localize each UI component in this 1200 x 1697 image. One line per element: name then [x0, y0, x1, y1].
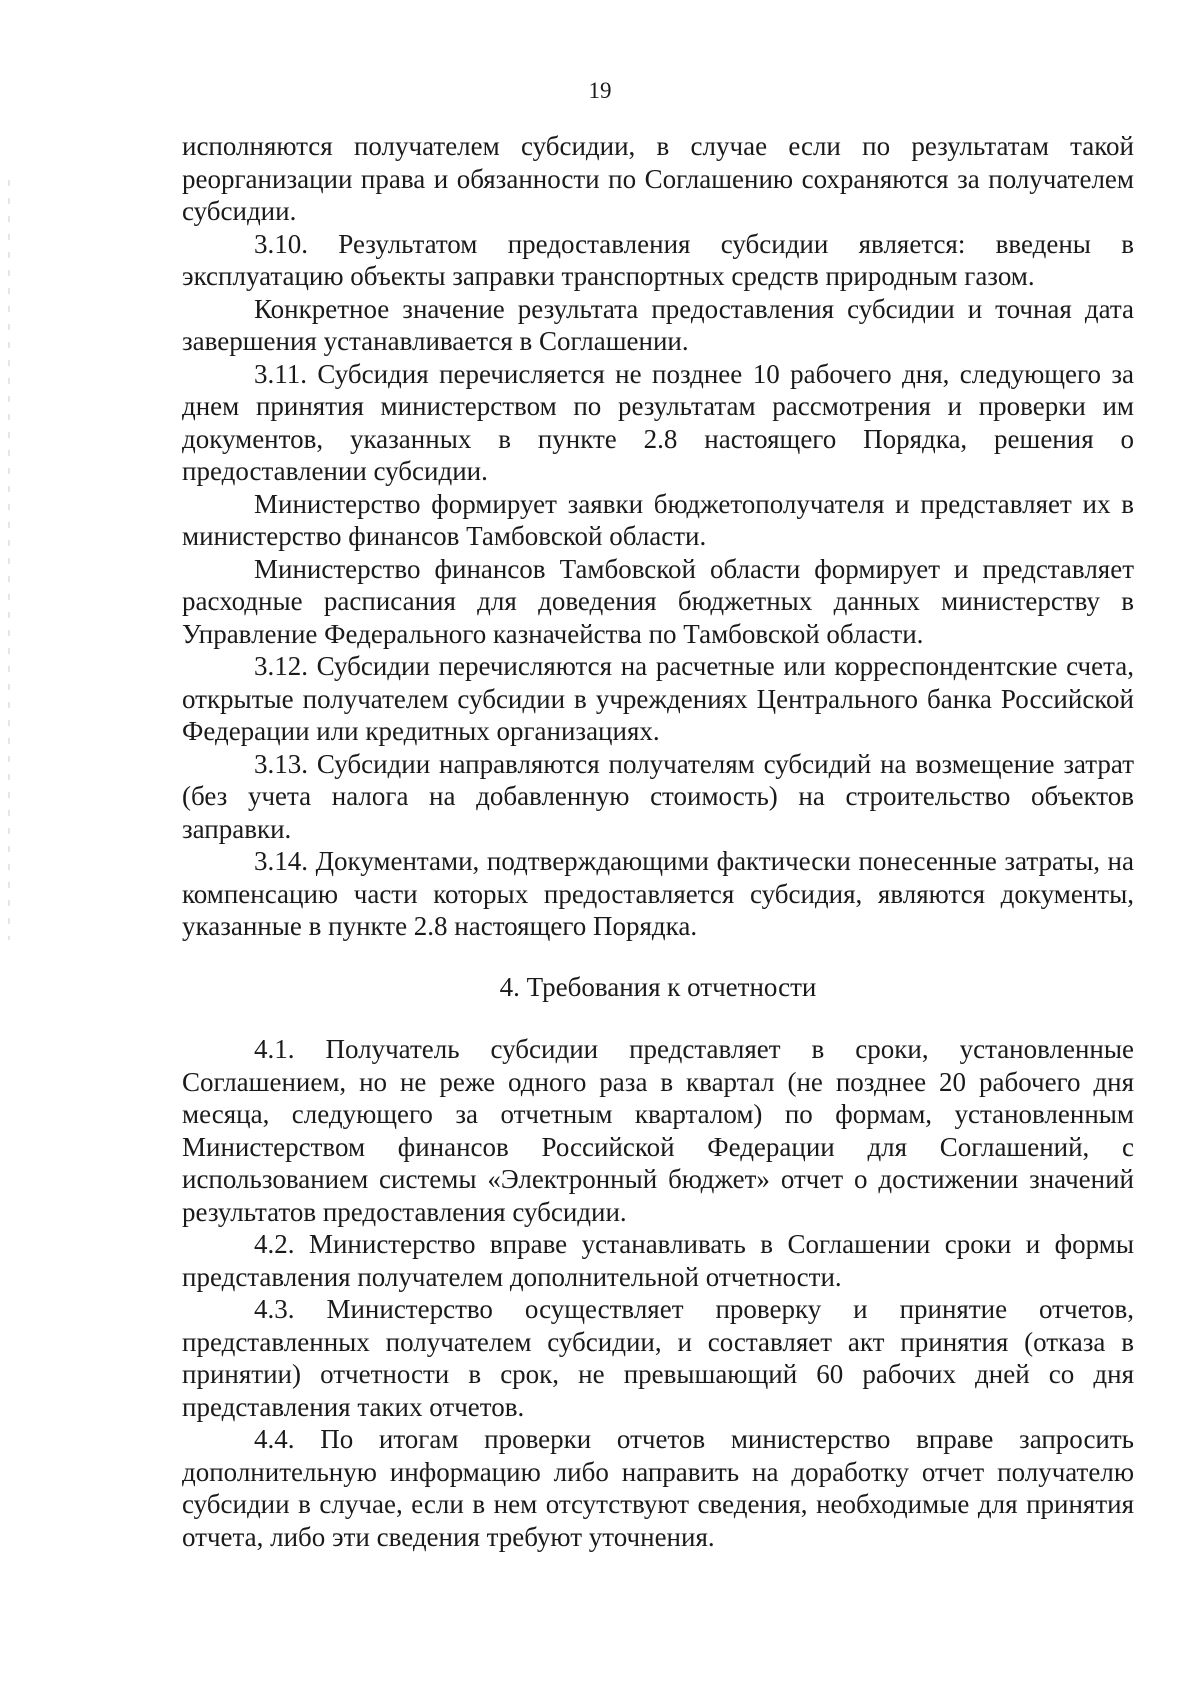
- paragraph: 4.2. Министерство вправе устанавливать в Соглашении сроки и формы представления получателем дополнительной отчетности.: [182, 1229, 1134, 1292]
- section-heading: 4. Требования к отчетности: [499, 971, 817, 1002]
- paragraph: 3.12. Субсидии перечисляются на расчетные или корреспондентские счета, открытые получателем субсидии в учреждениях Центрального банка Российской Федерации или кредитных организациях.: [182, 651, 1134, 746]
- section-4: [182, 1033, 1134, 1553]
- scan-edge-artifact: [8, 180, 10, 940]
- paragraph: 3.14. Документами, подтверждающими фактически понесенные затраты, на компенсацию части которых предоставляется субсидия, являются документы, указанные в пункте 2.8 настоящего Порядка.: [182, 846, 1134, 941]
- paragraph: 4.1. Получатель субсидии представляет в сроки, установленные Соглашением, но не реже одного раза в квартал (не позднее 20 рабочего дня месяца, следующего за отчетным кварталом) по формам, установленным Министерством финансов Российской Федерации для Соглашений, с использованием системы «Электронный бюджет» отчет о достижении значений результатов предоставления субсидии.: [182, 1034, 1134, 1227]
- section-3-continuation: [182, 130, 1134, 943]
- page-number: 19: [588, 78, 612, 103]
- paragraph: 3.13. Субсидии направляются получателям субсидий на возмещение затрат (без учета налога на добавленную стоимость) на строительство объектов заправки.: [182, 748, 1134, 844]
- paragraph: 3.10. Результатом предоставления субсидии является: введены в эксплуатацию объекты заправки транспортных средств природным газом.: [182, 228, 1134, 291]
- document-body: [182, 130, 1134, 1553]
- paragraph: 4.4. По итогам проверки отчетов министерство вправе запросить дополнительную информацию либо направить на доработку отчет получателю субсидии в случае, если в нем отсутствуют сведения, необходимые для принятия отчета, либо эти сведения требуют уточнения.: [182, 1424, 1134, 1552]
- paragraph: 4.3. Министерство осуществляет проверку и принятие отчетов, представленных получателем субсидии, и составляет акт принятия (отказа в принятии) отчетности в срок, не превышающий 60 рабочих дней со дня представления таких отчетов.: [182, 1294, 1134, 1422]
- paragraph: Министерство финансов Тамбовской области формирует и представляет расходные расписания для доведения бюджетных данных министерству в Управление Федерального казначейства по Тамбовской области.: [182, 553, 1134, 649]
- paragraph: исполняются получателем субсидии, в случае если по результатам такой реорганизации права и обязанности по Соглашению сохраняются за получателем субсидии.: [182, 131, 1134, 226]
- paragraph: Министерство формирует заявки бюджетополучателя и представляет их в министерство финансов Тамбовской области.: [182, 488, 1134, 551]
- paragraph: Конкретное значение результата предоставления субсидии и точная дата завершения устанавливается в Соглашении.: [182, 293, 1134, 356]
- paragraph: 3.11. Субсидия перечисляется не позднее 10 рабочего дня, следующего за днем принятия министерством по результатам рассмотрения и проверки им документов, указанных в пункте 2.8 настоящего Порядка, решения о предоставлении субсидии.: [182, 358, 1134, 486]
